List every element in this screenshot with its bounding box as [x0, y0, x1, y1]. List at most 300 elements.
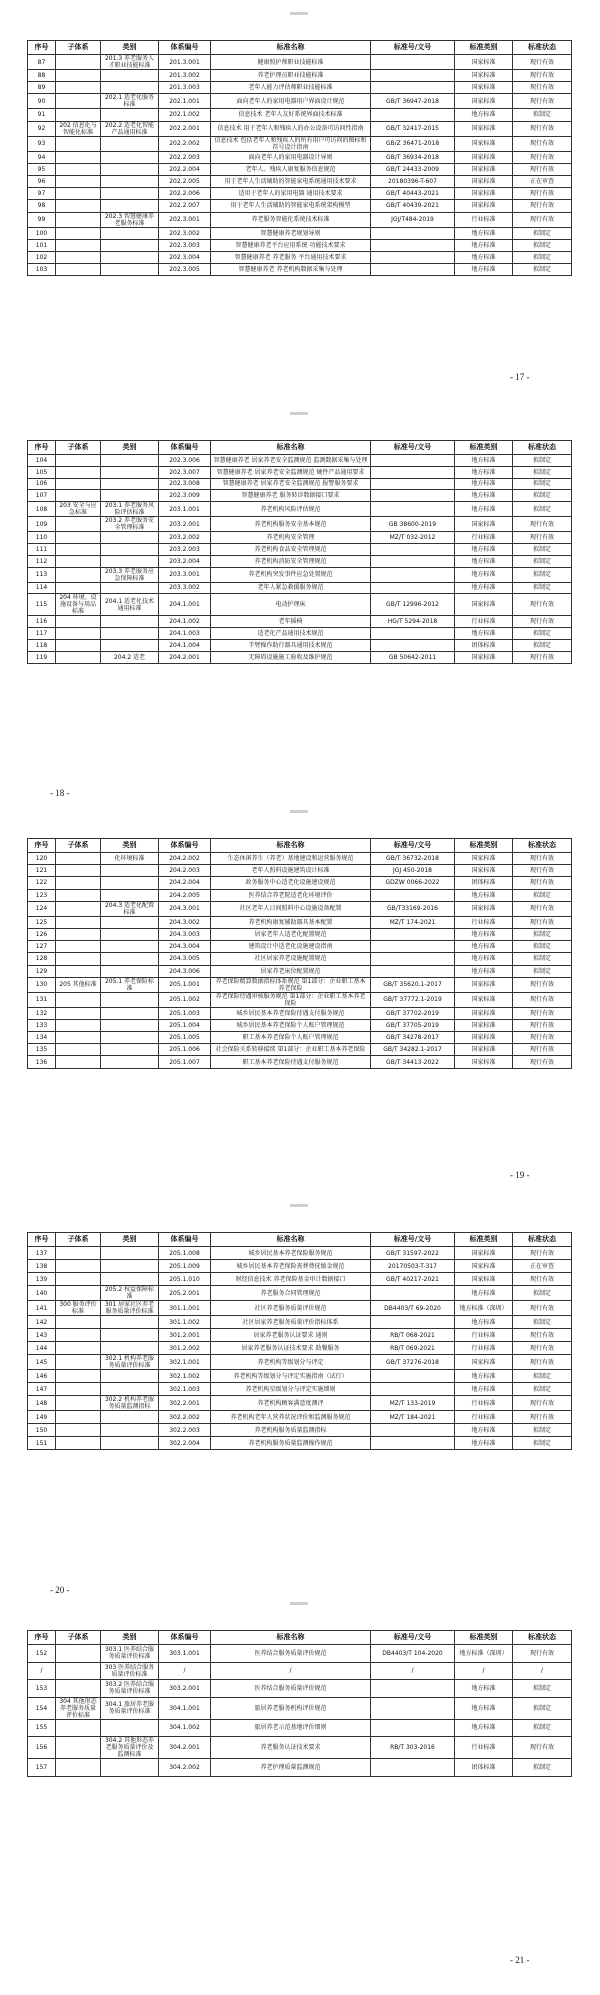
- row-number: 87: [28, 55, 56, 70]
- system-code: 202.2.002: [159, 136, 211, 151]
- standard-number: JGJ 450-2018: [371, 865, 455, 877]
- system-code: 304.1.002: [159, 1719, 211, 1737]
- category: [101, 889, 159, 901]
- subsystem: [56, 555, 101, 567]
- subsystem: [56, 239, 101, 251]
- standard-status: 现行有效: [513, 1355, 572, 1370]
- standard-name: 社会保险关系转移接续 第1部分：企业职工基本养老保险: [211, 1044, 371, 1056]
- binding-mark: [290, 1602, 308, 1605]
- standard-number: JGJ/T484-2019: [371, 212, 455, 227]
- row-number: 91: [28, 109, 56, 121]
- table-row: [28, 1247, 572, 1260]
- system-code: 205.1.010: [159, 1273, 211, 1286]
- subsystem: [56, 163, 101, 175]
- category: [101, 1383, 159, 1396]
- binding-mark: [290, 810, 308, 813]
- subsystem: [56, 251, 101, 263]
- standard-status: 现行有效: [513, 594, 572, 616]
- row-number: 133: [28, 1019, 56, 1031]
- column-header-standard-type: 标准类别: [455, 1233, 513, 1247]
- table-row: [28, 121, 572, 136]
- standard-type: 国家标准: [455, 1247, 513, 1260]
- subsystem: 304 其他形态养老服务质量评价标准: [56, 1697, 101, 1719]
- table-row: [28, 212, 572, 227]
- standard-status: 现行有效: [513, 1329, 572, 1342]
- standard-status: 现行有效: [513, 1342, 572, 1355]
- standard-name: 职工基本养老保险待遇支付服务规范: [211, 1056, 371, 1068]
- category: [101, 628, 159, 640]
- subsystem: [56, 151, 101, 163]
- table-row: [28, 916, 572, 928]
- column-header-standard-name: 标准名称: [211, 41, 371, 55]
- system-code: 203.3.001: [159, 567, 211, 582]
- standard-type: 国家标准: [455, 865, 513, 877]
- system-code: 205.1.004: [159, 1019, 211, 1031]
- system-code: 304.2.002: [159, 1759, 211, 1777]
- standard-number: [371, 502, 455, 517]
- column-header-standard-number: 标准号/文号: [371, 1631, 455, 1645]
- standard-status: 现行有效: [513, 151, 572, 163]
- standard-type: 地方标准: [455, 628, 513, 640]
- standard-number: GB/T 12996-2012: [371, 594, 455, 616]
- table-row: [28, 264, 572, 276]
- standard-name: 养老机构星级划分与评定实施细则: [211, 1383, 371, 1396]
- standard-number: [371, 478, 455, 490]
- category: [101, 1260, 159, 1273]
- standard-name: 面向老年人的家用电器用户界面设计规范: [211, 94, 371, 109]
- standard-name: 旅居养老服务机构评价规范: [211, 1697, 371, 1719]
- standard-status: 现行有效: [513, 212, 572, 227]
- system-code: 205.1.006: [159, 1044, 211, 1056]
- system-code: 202.2.003: [159, 151, 211, 163]
- system-code: 202.3.006: [159, 455, 211, 467]
- column-header-standard-status: 标准状态: [513, 441, 572, 455]
- standard-number: [371, 889, 455, 901]
- category: [101, 965, 159, 977]
- subsystem: [56, 651, 101, 663]
- standard-number: GB/T 34413-2022: [371, 1056, 455, 1068]
- standard-name: 适用于老年人的家用电器 通用技术要求: [211, 188, 371, 200]
- standard-type: 团体标准: [455, 877, 513, 889]
- category: 303.1 医养结合服务质量评价标准: [101, 1645, 159, 1663]
- standard-type: 行业标准: [455, 616, 513, 628]
- standard-status: 拟制定: [513, 1383, 572, 1396]
- row-number: 123: [28, 889, 56, 901]
- table-row: [28, 175, 572, 187]
- binding-mark: [290, 1204, 308, 1207]
- category: [101, 151, 159, 163]
- row-number: 96: [28, 175, 56, 187]
- table-row: [28, 992, 572, 1007]
- row-number: 116: [28, 616, 56, 628]
- standard-status: 现行有效: [513, 901, 572, 916]
- subsystem: [56, 953, 101, 965]
- category: 302.2 机构养老服务质量监测指标: [101, 1396, 159, 1411]
- standard-name: 医养结合养老院适老化环境评价: [211, 889, 371, 901]
- standard-number: GDZW 0066-2022: [371, 877, 455, 889]
- category: [101, 188, 159, 200]
- standard-number: GB/T 32417-2015: [371, 121, 455, 136]
- table-row: [28, 889, 572, 901]
- subsystem: 205 其他标准: [56, 977, 101, 992]
- column-header-row-number: 序号: [28, 839, 56, 853]
- standard-name: 居家养老床位配置规范: [211, 965, 371, 977]
- subsystem: [56, 1680, 101, 1698]
- standard-name: 老年人、残疾人康复服务信息规范: [211, 163, 371, 175]
- category: [101, 109, 159, 121]
- subsystem: [56, 1411, 101, 1424]
- standard-name: 面向老年人的家用电器设计导则: [211, 151, 371, 163]
- column-header-standard-number: 标准号/文号: [371, 41, 455, 55]
- standard-type: 行业标准: [455, 916, 513, 928]
- table-row: [28, 639, 572, 651]
- standard-name: 职工基本养老保险个人账户管理规范: [211, 1032, 371, 1044]
- standard-name: /: [211, 1662, 371, 1680]
- standard-number: [371, 239, 455, 251]
- standard-number: GB/T 34282.1-2017: [371, 1044, 455, 1056]
- standard-name: 智慧健康养老 养老机构数据采集与处理: [211, 264, 371, 276]
- category: [101, 1342, 159, 1355]
- row-number: 89: [28, 82, 56, 94]
- system-code: 302.2.004: [159, 1437, 211, 1450]
- system-code: 204.1.004: [159, 639, 211, 651]
- subsystem: 204 环境、设施设备与用品标准: [56, 594, 101, 616]
- subsystem: [56, 616, 101, 628]
- standard-number: [371, 251, 455, 263]
- category: 304.2 其他形态养老服务质量评价及监测标准: [101, 1737, 159, 1759]
- table-row: [28, 478, 572, 490]
- standard-status: 拟制定: [513, 239, 572, 251]
- row-number: 134: [28, 1032, 56, 1044]
- table-row: [28, 94, 572, 109]
- column-header-standard-name: 标准名称: [211, 441, 371, 455]
- standard-name: 城乡居民基本养老保险个人账户管理规范: [211, 1019, 371, 1031]
- standard-name: 养老服务认证技术要求: [211, 1737, 371, 1759]
- standard-status: 现行有效: [513, 977, 572, 992]
- standard-name: 智慧健康养老规划导则: [211, 227, 371, 239]
- category: 202.3 智慧健康养老服务标准: [101, 212, 159, 227]
- category: [101, 953, 159, 965]
- category: [101, 1019, 159, 1031]
- standard-type: 国家标准: [455, 1019, 513, 1031]
- subsystem: [56, 490, 101, 502]
- table-row: [28, 151, 572, 163]
- standard-status: 拟制定: [513, 455, 572, 467]
- table-row: [28, 1737, 572, 1759]
- subsystem: 300 服务评价标准: [56, 1301, 101, 1316]
- standard-number: [371, 628, 455, 640]
- standard-number: [371, 1383, 455, 1396]
- category: [101, 251, 159, 263]
- standard-type: 地方标准: [455, 567, 513, 582]
- standard-status: 现行有效: [513, 136, 572, 151]
- column-header-standard-type: 标准类别: [455, 41, 513, 55]
- row-number: 90: [28, 94, 56, 109]
- standard-number: [371, 466, 455, 478]
- subsystem: [56, 188, 101, 200]
- standard-type: 地方标准: [455, 109, 513, 121]
- standard-type: 地方标准: [455, 543, 513, 555]
- standard-type: 地方标准: [455, 455, 513, 467]
- row-number: 117: [28, 628, 56, 640]
- subsystem: [56, 928, 101, 940]
- row-number: 101: [28, 239, 56, 251]
- standard-status: 现行有效: [513, 1645, 572, 1663]
- standard-name: 电动护理床: [211, 594, 371, 616]
- standard-status: 现行有效: [513, 163, 572, 175]
- standard-name: 老年人紧急救援服务规范: [211, 582, 371, 594]
- standard-number: [371, 1719, 455, 1737]
- row-number: 152: [28, 1645, 56, 1663]
- column-header-standard-type: 标准类别: [455, 839, 513, 853]
- standard-status: 现行有效: [513, 877, 572, 889]
- system-code: 302.1.001: [159, 1355, 211, 1370]
- subsystem: [56, 1286, 101, 1301]
- standard-type: 地方标准: [455, 1680, 513, 1698]
- row-number: 115: [28, 594, 56, 616]
- table-row: [28, 1383, 572, 1396]
- category: [101, 616, 159, 628]
- standard-name: 老年摇椅: [211, 616, 371, 628]
- row-number: 106: [28, 478, 56, 490]
- standard-status: 现行有效: [513, 55, 572, 70]
- subsystem: [56, 1019, 101, 1031]
- table-row: [28, 251, 572, 263]
- system-code: 202.3.005: [159, 264, 211, 276]
- system-code: 204.2.005: [159, 889, 211, 901]
- category: [101, 163, 159, 175]
- subsystem: [56, 82, 101, 94]
- standard-number: [371, 1680, 455, 1698]
- system-code: 205.2.001: [159, 1286, 211, 1301]
- standard-number: [371, 1286, 455, 1301]
- column-header-standard-type: 标准类别: [455, 441, 513, 455]
- category: [101, 264, 159, 276]
- system-code: 302.2.001: [159, 1396, 211, 1411]
- standard-name: 城乡居民基本养老保险丧葬费抚恤金规范: [211, 1260, 371, 1273]
- standard-type: 国家标准: [455, 200, 513, 212]
- standard-type: 国家标准: [455, 94, 513, 109]
- row-number: 150: [28, 1424, 56, 1437]
- system-code: 201.3.003: [159, 82, 211, 94]
- table-row: [28, 109, 572, 121]
- row-number: 94: [28, 151, 56, 163]
- standard-status: 现行有效: [513, 121, 572, 136]
- standard-name: 智慧健康养老 居家养老安全监测规范 监测数据采集与处理: [211, 455, 371, 467]
- system-code: /: [159, 1662, 211, 1680]
- standard-status: 拟制定: [513, 582, 572, 594]
- category: 205.1 养老保险标准: [101, 977, 159, 992]
- standard-name: 居家养老服务认证要求 通则: [211, 1329, 371, 1342]
- standard-type: 地方标准: [455, 953, 513, 965]
- table-row: [28, 628, 572, 640]
- category: 201.3 养老服务人才职业技能标准: [101, 55, 159, 70]
- standard-type: 国家标准: [455, 82, 513, 94]
- standard-name: 建筑设计中适老化设施建设指南: [211, 941, 371, 953]
- standard-type: 国家标准: [455, 1032, 513, 1044]
- standard-name: 半臂操作助行器具通用技术规范: [211, 639, 371, 651]
- standard-status: 正在审查: [513, 175, 572, 187]
- system-code: 204.3.003: [159, 928, 211, 940]
- system-code: 201.3.002: [159, 70, 211, 82]
- row-number: 111: [28, 543, 56, 555]
- category: [101, 200, 159, 212]
- row-number: 131: [28, 992, 56, 1007]
- standard-name: 社区居家养老设施配置规范: [211, 953, 371, 965]
- subsystem: [56, 55, 101, 70]
- system-code: 204.2.003: [159, 865, 211, 877]
- standard-status: 现行有效: [513, 1056, 572, 1068]
- standard-status: 现行有效: [513, 1301, 572, 1316]
- standard-type: 地方标准: [455, 582, 513, 594]
- standard-name: 养老机构顾客满意度测评: [211, 1396, 371, 1411]
- standard-number: DB4403/T 104-2020: [371, 1645, 455, 1663]
- table-row: [28, 901, 572, 916]
- system-code: 202.1.002: [159, 109, 211, 121]
- row-number: 100: [28, 227, 56, 239]
- standard-name: 社区老年人日间照料中心设施设备配置: [211, 901, 371, 916]
- category: [101, 1007, 159, 1019]
- standard-name: 养老保险待遇审核服务规范 第1部分：企业职工基本养老保险: [211, 992, 371, 1007]
- row-number: 109: [28, 517, 56, 532]
- table-row: [28, 532, 572, 544]
- standard-number: GB/T 36934-2018: [371, 151, 455, 163]
- standard-name: 养老保险精算数据指标体系规范 第1部分：企业职工基本养老保险: [211, 977, 371, 992]
- standard-status: 拟制定: [513, 889, 572, 901]
- table-row: [28, 877, 572, 889]
- standard-status: 拟制定: [513, 1719, 572, 1737]
- standard-status: 拟制定: [513, 1437, 572, 1450]
- standard-number: MZ/T 133-2019: [371, 1396, 455, 1411]
- row-number: 122: [28, 877, 56, 889]
- column-header-system-code: 体系编号: [159, 839, 211, 853]
- row-number: 143: [28, 1329, 56, 1342]
- system-code: 204.3.005: [159, 953, 211, 965]
- standard-type: 地方标准: [455, 941, 513, 953]
- subsystem: [56, 1662, 101, 1680]
- standard-type: 国家标准: [455, 1007, 513, 1019]
- standard-type: 地方标准: [455, 965, 513, 977]
- standard-number: [371, 639, 455, 651]
- table-row: [28, 1437, 572, 1450]
- standard-type: /: [455, 1662, 513, 1680]
- system-code: 205.1.002: [159, 992, 211, 1007]
- standard-name: 无障碍设施施工验收及维护规范: [211, 651, 371, 663]
- column-header-standard-number: 标准号/文号: [371, 441, 455, 455]
- system-code: 204.3.004: [159, 941, 211, 953]
- standard-name: 养老机构老年人营养状况评价和监测服务规范: [211, 1411, 371, 1424]
- row-number: 140: [28, 1286, 56, 1301]
- system-code: 205.1.005: [159, 1032, 211, 1044]
- table-row: [28, 55, 572, 70]
- table-row: [28, 1355, 572, 1370]
- standard-number: 20180396-T-607: [371, 175, 455, 187]
- standard-status: 现行有效: [513, 1737, 572, 1759]
- row-number: 132: [28, 1007, 56, 1019]
- standard-type: 行业标准: [455, 1411, 513, 1424]
- standard-number: 20170503-T-317: [371, 1260, 455, 1273]
- category: 202.2 适老化智能产品通用标准: [101, 121, 159, 136]
- standard-name: 养老机构服务质量监测指标: [211, 1424, 371, 1437]
- standard-name: 养老机构服务安全基本规范: [211, 517, 371, 532]
- standard-type: 国家标准: [455, 70, 513, 82]
- standard-type: 地方标准: [455, 1719, 513, 1737]
- standard-status: 现行有效: [513, 1411, 572, 1424]
- category: [101, 1329, 159, 1342]
- column-header-category: 类别: [101, 441, 159, 455]
- standard-status: 拟制定: [513, 1759, 572, 1777]
- category: 203.3 养老服务应急保障标准: [101, 567, 159, 582]
- header-row: [28, 1233, 572, 1247]
- category: [101, 582, 159, 594]
- table-row: [28, 1316, 572, 1329]
- subsystem: [56, 227, 101, 239]
- standard-number: DB4403/T 69-2020: [371, 1301, 455, 1316]
- row-number: 149: [28, 1411, 56, 1424]
- standard-name: 老年人照料设施建筑设计标准: [211, 865, 371, 877]
- row-number: 154: [28, 1697, 56, 1719]
- standard-number: [371, 1437, 455, 1450]
- standard-number: [371, 109, 455, 121]
- standard-status: 拟制定: [513, 628, 572, 640]
- subsystem: [56, 1007, 101, 1019]
- standard-number: MZ/T 174-2021: [371, 916, 455, 928]
- category: [101, 992, 159, 1007]
- category: 202.1 适老化服务标准: [101, 94, 159, 109]
- subsystem: [56, 212, 101, 227]
- standard-type: 团体标准: [455, 1759, 513, 1777]
- system-code: 303.1.001: [159, 1645, 211, 1663]
- table-row: [28, 582, 572, 594]
- table-row: [28, 853, 572, 865]
- row-number: 107: [28, 490, 56, 502]
- table-row: [28, 651, 572, 663]
- standard-number: [371, 543, 455, 555]
- table-row: [28, 1007, 572, 1019]
- standard-status: 现行有效: [513, 916, 572, 928]
- standard-name: 居家养老服务认证技术要求 助餐服务: [211, 1342, 371, 1355]
- table-row: [28, 239, 572, 251]
- row-number: 118: [28, 639, 56, 651]
- standard-name: 适老化产品通用技术规范: [211, 628, 371, 640]
- system-code: 301.1.001: [159, 1301, 211, 1316]
- subsystem: [56, 901, 101, 916]
- standard-name: 养老机构突发事件应急处置规范: [211, 567, 371, 582]
- standard-number: [371, 1759, 455, 1777]
- row-number: 126: [28, 928, 56, 940]
- subsystem: [56, 628, 101, 640]
- standard-name: 养老机构服务质量监测操作规范: [211, 1437, 371, 1450]
- category: 203.1 养老服务风险评估标准: [101, 502, 159, 517]
- system-code: 302.1.002: [159, 1370, 211, 1383]
- subsystem: [56, 992, 101, 1007]
- standard-name: 养老服务合同管理规范: [211, 1286, 371, 1301]
- column-header-category: 类别: [101, 41, 159, 55]
- standard-number: [371, 582, 455, 594]
- page-number: - 20 -: [50, 1585, 70, 1595]
- table-row: [28, 1396, 572, 1411]
- table-row: [28, 953, 572, 965]
- row-number: 102: [28, 251, 56, 263]
- standard-status: 现行有效: [513, 188, 572, 200]
- category: 204.2 适老: [101, 651, 159, 663]
- subsystem: [56, 94, 101, 109]
- system-code: 202.3.009: [159, 490, 211, 502]
- standard-type: 国家标准: [455, 163, 513, 175]
- system-code: 204.1.003: [159, 628, 211, 640]
- row-number: 147: [28, 1383, 56, 1396]
- row-number: 155: [28, 1719, 56, 1737]
